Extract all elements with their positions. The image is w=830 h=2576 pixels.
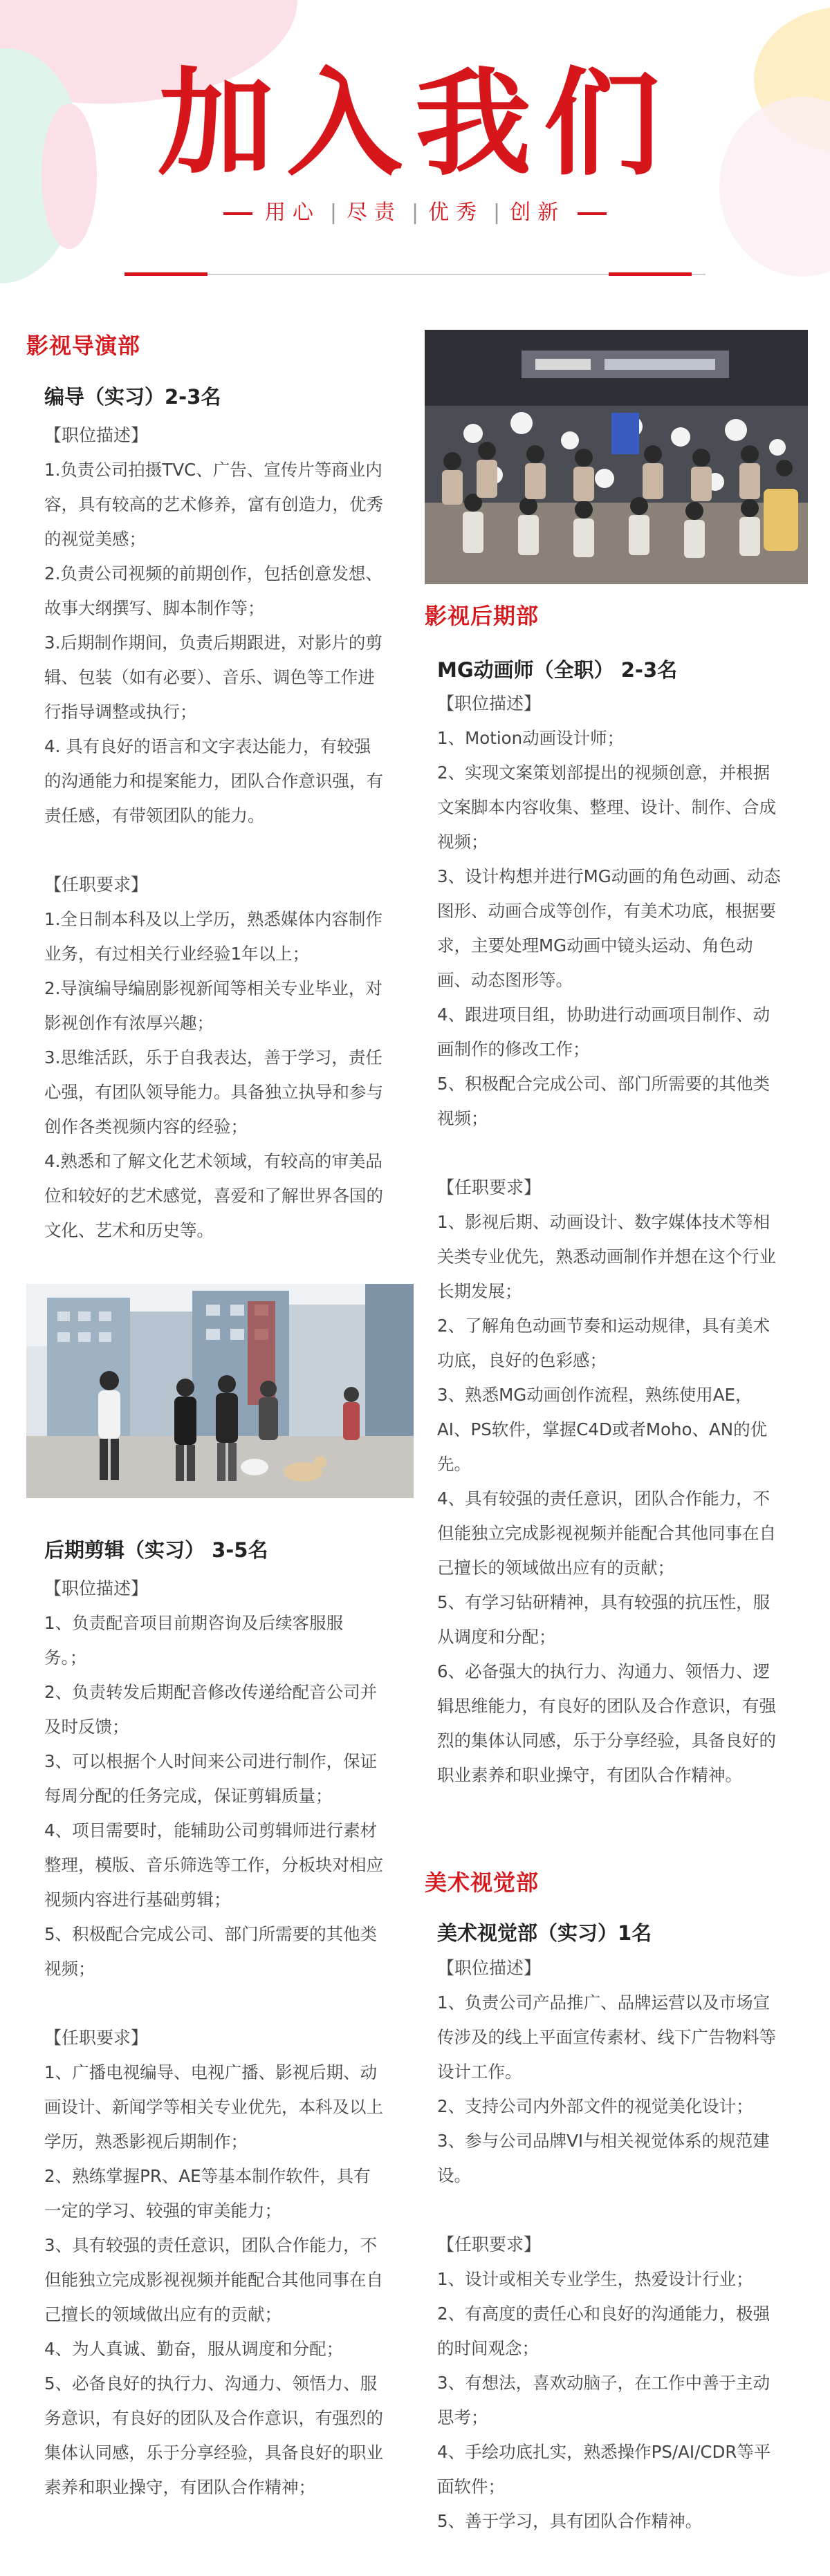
list-item: 4. 具有良好的语言和文字表达能力，有较强的沟通能力和提案能力，团队合作意识强，有责任感，有带领团队的能力。 — [44, 736, 383, 825]
list-item: 1、广播电视编导、电视广播、影视后期、动画设计、新闻学等相关专业优先，本科及以上学历，熟悉影视后期制作； — [44, 2062, 383, 2152]
header-divider-accent-left — [124, 272, 208, 276]
job-director-details — [44, 418, 383, 1248]
list-item: 4、项目需要时，能辅助公司剪辑师进行素材整理，模版、音乐筛选等工作，分板块对相应视频内容进行基础剪辑； — [44, 1820, 383, 1910]
list-item: 2、有高度的责任心和良好的沟通能力，极强的时间观念； — [437, 2304, 771, 2358]
slogan-dash-right — [578, 212, 607, 215]
job-title-mg-animator: MG动画师（全职） 2-3名 — [437, 658, 678, 682]
req-heading: 【任职要求】 — [44, 875, 149, 895]
team-group-photo — [425, 330, 808, 584]
job-mg-animator-details — [437, 687, 782, 1793]
list-item: 4、手绘功底扎实，熟悉操作PS/AI/CDR等平面软件； — [437, 2442, 771, 2496]
desc-heading: 【职位描述】 — [44, 1578, 149, 1598]
job-editor-details — [44, 1571, 383, 2505]
req-heading: 【任职要求】 — [44, 2028, 149, 2048]
slogan-separator: | — [329, 200, 337, 225]
team-street-photo — [26, 1284, 414, 1498]
header-divider-accent-right — [609, 272, 692, 276]
list-item: 5、必备良好的执行力、沟通力、领悟力、服务意识，有良好的团队及合作意识，有强烈的集体认同感，乐于分享经验，具备良好的职业素养和职业操守，有团队合作精神； — [44, 2373, 383, 2497]
list-item: 1、影视后期、动画设计、数字媒体技术等相关类专业优先，熟悉动画制作并想在这个行业长期发展； — [437, 1212, 776, 1301]
slogan-word: 创新 — [510, 200, 566, 225]
list-item: 2、了解角色动画节奏和运动规律，具有美术功底，良好的色彩感； — [437, 1316, 771, 1370]
slogan — [0, 195, 830, 225]
list-item: 4、为人真诚、勤奋，服从调度和分配； — [44, 2339, 344, 2359]
req-heading: 【任职要求】 — [437, 2234, 542, 2255]
job-title-editor: 后期剪辑（实习） 3-5名 — [44, 1538, 268, 1562]
list-item: 1、Motion动画设计师； — [437, 728, 625, 748]
list-item: 4、跟进项目组，协助进行动画项目制作、动画制作的修改工作； — [437, 1005, 771, 1059]
section-title-art-visual: 美术视觉部 — [425, 1869, 540, 1896]
list-item: 2.负责公司视频的前期创作，包括创意发想、故事大纲撰写、脚本制作等； — [44, 563, 382, 618]
list-item: 2、负责转发后期配音修改传递给配音公司并及时反馈； — [44, 1682, 378, 1737]
job-title-art-designer: 美术视觉部（实习）1名 — [437, 1921, 652, 1945]
page-title: 加入我们 — [158, 56, 672, 192]
list-item: 1、设计或相关专业学生，热爱设计行业； — [437, 2269, 753, 2289]
list-item: 1、负责配音项目前期咨询及后续客服服务。； — [44, 1613, 344, 1668]
list-item: 3.思维活跃，乐于自我表达，善于学习，责任心强，有团队领导能力。具备独立执导和参与创作各类视频内容的经验； — [44, 1047, 383, 1137]
list-item: 3.后期制作期间，负责后期跟进，对影片的剪辑、包装（如有必要）、音乐、调色等工作进行指导调整或执行； — [44, 633, 382, 722]
list-item: 5、积极配合完成公司、部门所需要的其他类视频； — [437, 1074, 771, 1128]
list-item: 6、必备强大的执行力、沟通力、领悟力、逻辑思维能力，有良好的团队及合作意识，有强烈的集体认同感，乐于分享经验，具备良好的职业素养和职业操守，有团队合作精神。 — [437, 1661, 776, 1785]
list-item: 2.导演编导编剧影视新闻等相关专业毕业，对影视创作有浓厚兴趣； — [44, 978, 382, 1033]
list-item: 2、熟练掌握PR、AE等基本制作软件，具有一定的学习、较强的审美能力； — [44, 2166, 371, 2221]
job-title-director: 编导（实习）2-3名 — [44, 385, 221, 409]
list-item: 3、可以根据个人时间来公司进行制作，保证每周分配的任务完成，保证剪辑质量； — [44, 1751, 378, 1806]
list-item: 3、具有较强的责任意识，团队合作能力，不但能独立完成影视视频并能配合其他同事在自己擅长的领域做出应有的贡献； — [44, 2235, 383, 2324]
list-item: 5、有学习钻研精神，具有较强的抗压性，服从调度和分配； — [437, 1592, 771, 1647]
list-item: 3、熟悉MG动画创作流程，熟练使用AE，AI、PS软件，掌握C4D或者Moho、AN的优先。 — [437, 1385, 768, 1474]
section-title-directing: 影视导演部 — [26, 333, 141, 359]
slogan-word: 尽责 — [346, 200, 402, 225]
job-art-designer-details — [437, 1951, 782, 2539]
list-item: 1.全日制本科及以上学历，熟悉媒体内容制作业务，有过相关行业经验1年以上； — [44, 909, 382, 964]
slogan-word: 用心 — [264, 200, 320, 225]
list-item: 4、具有较强的责任意识，团队合作能力，不但能独立完成影视视频并能配合其他同事在自己擅长的领域做出应有的贡献； — [437, 1488, 776, 1578]
slogan-separator: | — [493, 200, 501, 225]
list-item: 4.熟悉和了解文化艺术领域，有较高的审美品位和较好的艺术感觉，喜爱和了解世界各国的文化、艺术和历史等。 — [44, 1151, 383, 1240]
list-item: 3、参与公司品牌VI与相关视觉体系的规范建设。 — [437, 2131, 770, 2185]
slogan-word: 优秀 — [428, 200, 484, 225]
req-heading: 【任职要求】 — [437, 1177, 542, 1197]
slogan-dash-left — [223, 212, 252, 215]
list-item: 5、善于学习，具有团队合作精神。 — [437, 2511, 703, 2531]
list-item: 1、负责公司产品推广、品牌运营以及市场宣传涉及的线上平面宣传素材、线下广告物料等设计工作。 — [437, 1992, 776, 2082]
list-item: 1.负责公司拍摄TVC、广告、宣传片等商业内容，具有较高的艺术修养，富有创造力，优秀的视觉美感； — [44, 460, 383, 549]
desc-heading: 【职位描述】 — [437, 693, 542, 713]
desc-heading: 【职位描述】 — [437, 1958, 542, 1978]
section-title-postproduction: 影视后期部 — [425, 603, 540, 629]
list-item: 2、实现文案策划部提出的视频创意，并根据文案脚本内容收集、整理、设计、制作、合成视频； — [437, 763, 776, 852]
list-item: 3、设计构想并进行MG动画的角色动画、动态图形、动画合成等创作，有美术功底，根据要求，主要处理MG动画中镜头运动、角色动画、动态图形等。 — [437, 866, 781, 990]
header — [0, 0, 830, 290]
list-item: 3、有想法，喜欢动脑子，在工作中善于主动思考； — [437, 2373, 771, 2427]
desc-heading: 【职位描述】 — [44, 425, 149, 445]
list-item: 5、积极配合完成公司、部门所需要的其他类视频； — [44, 1924, 378, 1979]
list-item: 2、支持公司内外部文件的视觉美化设计； — [437, 2096, 753, 2116]
slogan-separator: | — [411, 200, 419, 225]
